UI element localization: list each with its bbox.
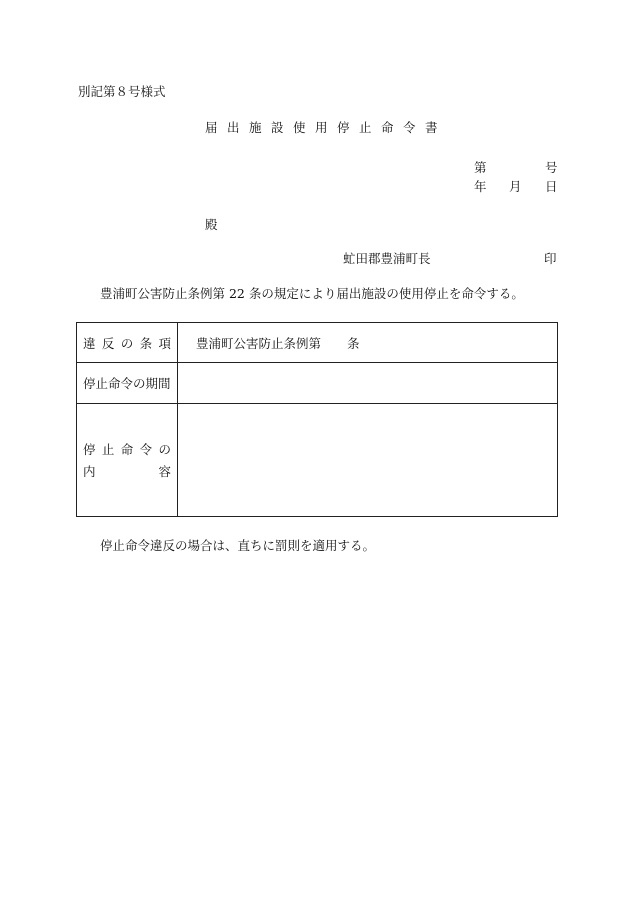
suspension-period-value [178,363,558,404]
table-row-suspension-content [77,404,558,517]
suspension-period-label: 停止命令の期間 [77,363,178,404]
violation-clause-label: 違 反 の 条 項 [77,323,178,363]
suspension-content-label: 停 止 命 令 の 内 容 [77,404,178,517]
addressee-honorific: 殿 [205,217,218,232]
table-row-suspension-period [77,363,558,404]
issuer-name: 虻田郡豊浦町長 [343,251,431,266]
date-day-label: 日 [545,179,558,194]
penalty-notice-text: 停止命令違反の場合は、直ちに罰則を適用する。 [100,538,376,553]
seal-mark: 印 [544,251,557,266]
date-year-label: 年 [474,179,487,194]
document-number-suffix: 号 [545,160,558,175]
document-title: 届出施設使用停止命令書 [205,120,448,135]
date-month-label: 月 [509,179,522,194]
form-number-label: 別記第８号様式 [78,84,166,99]
order-details-table [76,322,558,517]
suspension-content-value [178,404,558,517]
document-number-label: 第 [474,160,487,175]
order-body-text: 豊浦町公害防止条例第 22 条の規定により届出施設の使用停止を命令する。 [100,286,524,301]
violation-clause-value: 豊浦町公害防止条例第 条 [178,323,558,363]
table-row-violation-clause [77,323,558,363]
